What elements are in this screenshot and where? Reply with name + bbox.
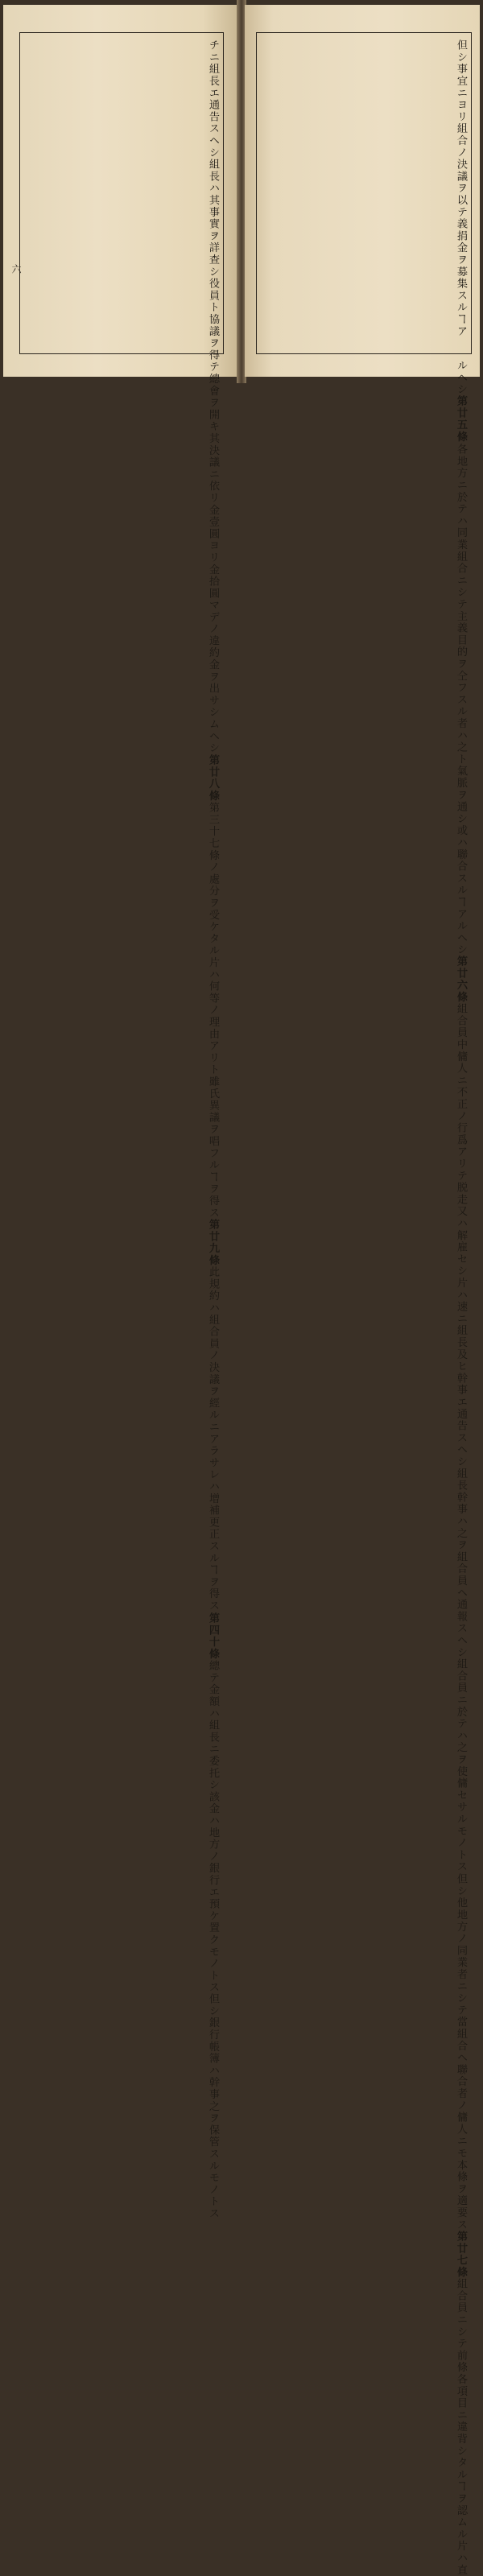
text-column: ルヘシ	[455, 360, 467, 396]
text-column: 速ニ組長及ヒ幹事エ通告スヘシ組長幹事ハ之ヲ組合員ヘ	[455, 1301, 467, 1600]
right-page-text-frame	[256, 32, 472, 2576]
right-page	[245, 5, 480, 2576]
text-column: ヿヲ得ス	[207, 1564, 219, 1612]
article-heading: 第廿六條	[455, 956, 467, 1004]
left-page-text-frame	[19, 32, 224, 2220]
text-column: チニ組長エ通告スヘシ組長ハ其事實ヲ詳查シ役員ト協議	[207, 39, 219, 337]
text-column: 異議ヲ唱フルヿヲ得ス	[207, 1100, 219, 1220]
page-number: 六	[10, 264, 22, 274]
text-column: ノトス	[207, 1957, 219, 1994]
text-column: 通報スヘシ組合員ニ於テハ之ヲ使傭セサルモノトス	[455, 1599, 467, 1873]
text-column: 組合員ニシテ前條各項目ニ違背シタルヿヲ認ムル片ハ直	[455, 2277, 467, 2576]
article-heading: 第四十條	[207, 1612, 219, 1660]
article-heading: 第廿七條	[455, 2230, 467, 2278]
text-column: ノ違約金ヲ出サシムヘシ	[207, 623, 219, 755]
text-column: 組合員中傭人ニ不正ノ行爲アリテ脱走又ハ解雇セシ片ハ	[455, 1003, 467, 1302]
left-page	[3, 5, 238, 2220]
text-column: 此規約ハ組合員ノ決議ヲ經ルニアラサレハ增補更正スル	[207, 1266, 219, 1565]
text-column: 各地方ニ於テハ同業組合ニシテ主義目的ヲ仝フスル者ハ	[455, 443, 467, 741]
article-heading: 第廿九條	[207, 1219, 219, 1267]
left-page-text-block	[25, 39, 219, 2220]
text-column: 但シ他地方ノ同業者ニシテ當組合ヘ聯合者ノ傭人ニモ本	[455, 1872, 467, 2171]
article-heading: 第廿五條	[455, 395, 467, 444]
text-column: 總テ金額ハ組長ニ委托シ該金ハ地方ノ銀行エ預ケ置クモ	[207, 1659, 219, 1958]
text-column: 但シ銀行帳簿ハ幹事之ヲ保管スルモノトス	[207, 1993, 219, 2220]
text-column: ヲ得テ總會ヲ開キ其決議ニ依リ金壹圓ヨリ金拾圓マデ	[207, 337, 219, 624]
text-column: 之ト氣脈ヲ通シ或ハ聯合スルヿアルヘシ	[455, 741, 467, 956]
text-column: 但シ事宜ニヨリ組合ノ決議ヲ以テ義捐金ヲ募集スルヿア	[455, 39, 467, 337]
right-page-text-block	[262, 39, 467, 2576]
article-heading: 第廿八條	[207, 754, 219, 803]
text-column: 第三十七條ノ處分ヲ受ケタル片ハ何等ノ理由アリト雖氏	[207, 802, 219, 1100]
text-column: 條ヲ適要ス	[455, 2170, 467, 2231]
